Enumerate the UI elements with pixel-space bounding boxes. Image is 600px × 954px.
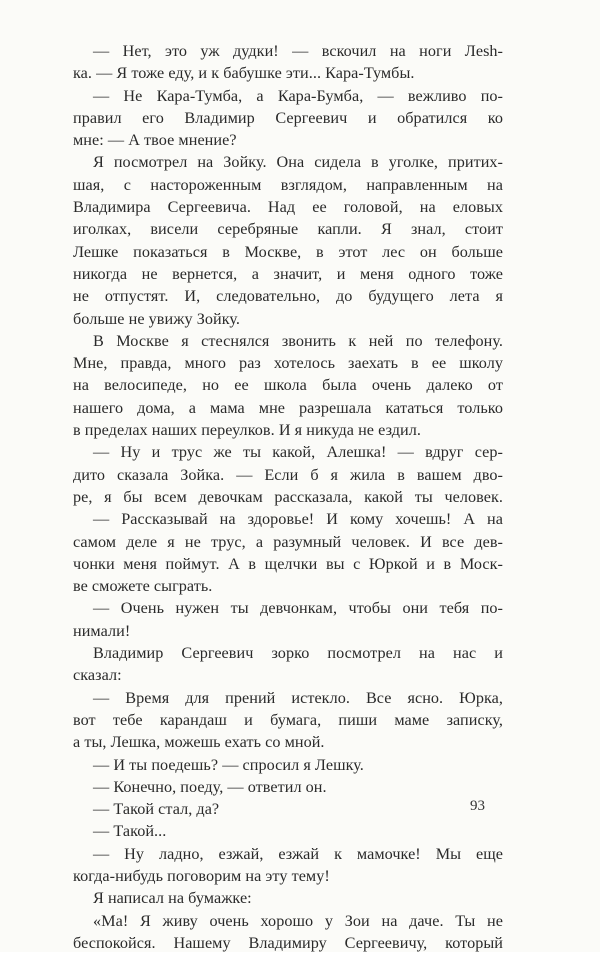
- text-line: ве сможете сыграть.: [73, 577, 213, 596]
- text-line: Владимира Сергеевича. Над ее головой, на еловых: [73, 198, 503, 217]
- text-line: беспокойся. Нашему Владимиру Сергеевичу, который: [73, 933, 503, 952]
- text-line: вот тебе карандаш и бумага, пиши маме записку,: [73, 710, 503, 729]
- text-line: Лешке показаться в Москве, в этот лес он больше: [73, 242, 503, 261]
- text-line: Я написал на бумажке:: [93, 889, 252, 908]
- text-line: не отпустят. И, следовательно, до будущего лета я: [73, 287, 503, 306]
- text-line: никогда не вернется, а значит, и меня одного тоже: [73, 264, 503, 283]
- text-line: Мне, правда, много раз хотелось заехать в ее школу: [73, 354, 503, 373]
- text-line: — Такой стал, да?: [93, 800, 220, 819]
- text-line: — Нет, это уж дудки! — вскочил на ноги Лesh-: [93, 42, 503, 60]
- body-text: [73, 40, 503, 954]
- text-line: больше не увижу Зойку.: [73, 309, 241, 328]
- text-line: Я посмотрел на Зойку. Она сидела в уголке, притих-: [93, 153, 503, 172]
- text-line: в пределах наших переулков. И я никуда не ездил.: [73, 421, 421, 440]
- text-line: — Не Кара-Тумба, а Кара-Бумба, — вежливо по-: [93, 86, 503, 105]
- text-line: Владимир Сергеевич зорко посмотрел на нас и: [93, 644, 503, 663]
- text-line: нимали!: [73, 621, 131, 640]
- text-line: правил его Владимир Сергеевич и обратился ко: [73, 108, 503, 127]
- text-line: самом деле я не трус, а разумный человек. И все дев-: [73, 532, 503, 551]
- text-line: — Такой...: [93, 822, 167, 841]
- text-line: иголках, висели серебряные капли. Я знал, стоит: [73, 220, 503, 239]
- text-line: В Москве я стеснялся звонить к ней по телефону.: [93, 331, 503, 350]
- text-line: — Ну ладно, езжай, езжай к мамочке! Мы еще: [93, 844, 503, 863]
- text-line: дито сказала Зойка. — Если б я жила в вашем дво-: [73, 465, 503, 484]
- text-line: — Время для прений истекло. Все ясно. Юрка,: [93, 688, 503, 707]
- text-line: ка. — Я тоже еду, и к бабушке эти... Кара-Тумбы.: [73, 64, 415, 83]
- text-line: — Ну и трус же ты какой, Алешка! — вдруг сер-: [93, 443, 503, 462]
- text-line: — Очень нужен ты девчонкам, чтобы они тебя по-: [93, 599, 503, 618]
- text-line: — И ты поедешь? — спросил я Лешку.: [93, 755, 364, 774]
- text-line: мне: — А твое мнение?: [73, 131, 237, 150]
- text-line: чонки меня поймут. А в щелчки вы с Юркой и в Моск-: [73, 554, 503, 573]
- text-line: на велосипеде, но ее школа была очень далеко от: [73, 376, 503, 395]
- text-line: когда-нибудь поговорим на эту тему!: [73, 866, 330, 885]
- text-line: сказал:: [73, 666, 122, 685]
- text-line: ре, я бы всем девочкам рассказала, какой ты человек.: [73, 487, 503, 506]
- text-line: шая, с настороженным взглядом, направленным на: [73, 175, 503, 194]
- page-number: 93: [470, 798, 485, 814]
- text-line: нашего дома, а мама мне разрешала кататься только: [73, 398, 503, 417]
- text-line: — Рассказывай на здоровье! И кому хочешь! А на: [93, 510, 503, 529]
- text-line: «Ма! Я живу очень хорошо у Зои на даче. Ты не: [93, 911, 503, 930]
- text-line: — Конечно, поеду, — ответил он.: [93, 777, 327, 796]
- text-line: а ты, Лешка, можешь ехать со мной.: [73, 733, 325, 752]
